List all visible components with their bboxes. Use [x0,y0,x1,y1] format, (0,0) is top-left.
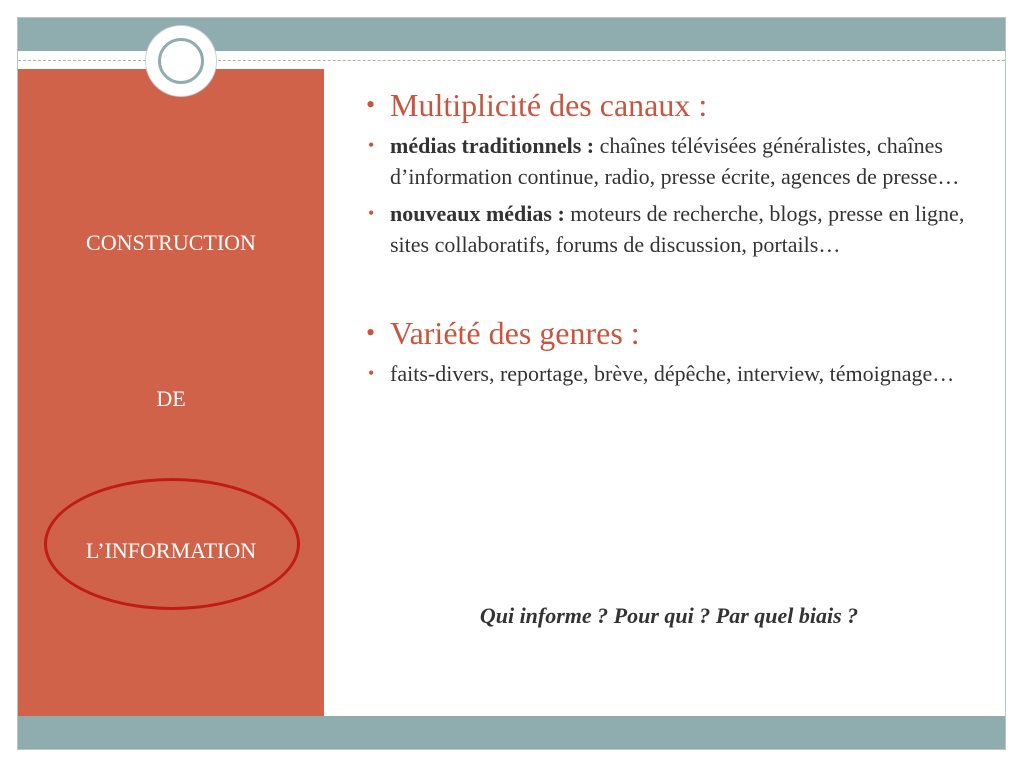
bottom-band [18,716,1005,749]
list-item-genres [364,358,974,389]
item-label: médias traditionnels : [390,133,595,158]
item-text: moteurs de recherche, blogs, presse en ligne, sites collaboratifs, forums de discussion, portails… [390,201,965,257]
list-item-nouveaux [364,198,974,260]
bullet-icon: • [366,90,376,119]
item-label: nouveaux médias : [390,201,565,226]
bullet-icon: • [368,363,375,383]
section-heading-canaux: • Multiplicité des canaux : [366,87,708,123]
ring-icon [158,38,204,84]
left-title-de: DE [156,386,186,411]
list-item-traditionnels [364,130,974,192]
left-panel [18,69,324,716]
closing-question: Qui informe ? Pour qui ? Par quel biais ? [479,603,859,628]
bullet-icon: • [368,203,375,223]
bullet-icon: • [368,135,375,155]
section-heading-genres: • Variété des genres : [366,315,640,351]
item-text: chaînes télévisées généralistes, chaînes d’information continue, radio, presse écrite, agences de presse… [390,133,960,189]
spacer [364,260,974,314]
circle-emblem-icon [146,26,216,96]
bullet-icon: • [366,318,376,347]
content-area [364,86,974,628]
slide [17,17,1006,750]
item-text: faits-divers, reportage, brève, dépêche, interview, témoignage… [390,361,955,386]
left-title-construction: CONSTRUCTION [86,230,256,255]
left-title-information: L’INFORMATION [85,538,257,563]
